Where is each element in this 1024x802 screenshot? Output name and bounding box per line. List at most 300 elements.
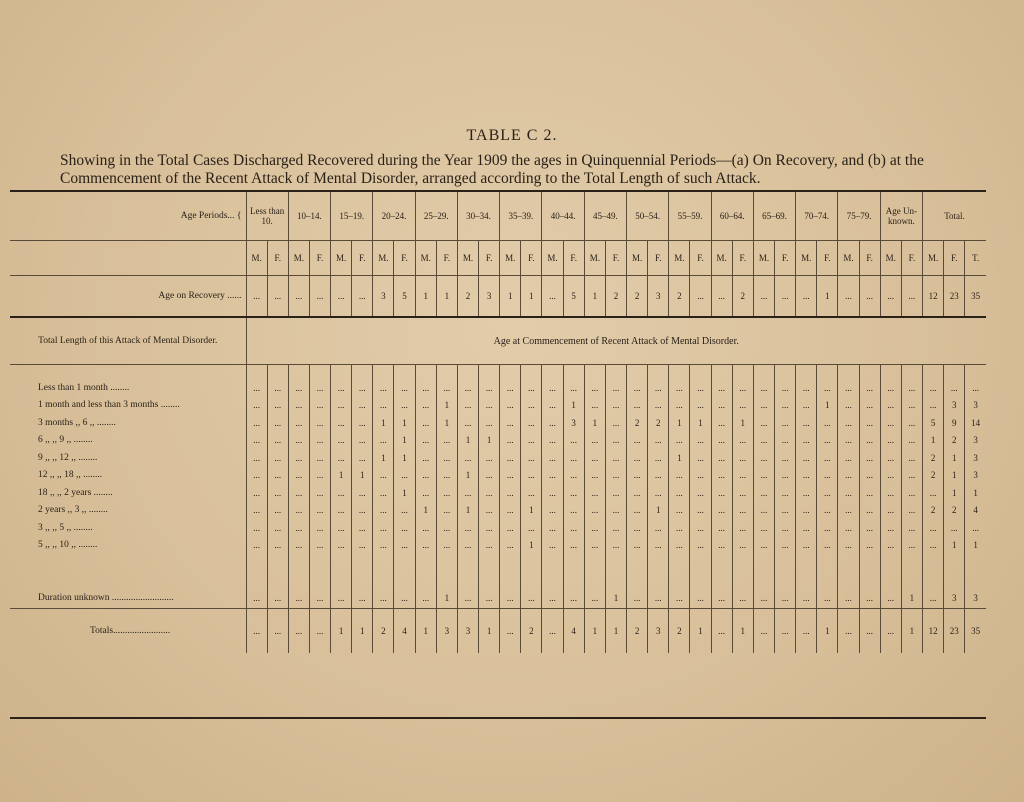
data-cell: ... — [753, 484, 774, 502]
spacer-cell — [605, 365, 626, 380]
recovery-cell: 23 — [944, 276, 965, 318]
period-header: 35–39. — [500, 192, 542, 241]
data-cell: ... — [775, 588, 796, 609]
data-cell: ... — [880, 502, 901, 520]
spacer-cell — [415, 365, 436, 380]
data-cell: ... — [923, 397, 944, 415]
data-cell: ... — [796, 397, 817, 415]
data-cell: ... — [415, 588, 436, 609]
data-cell: ... — [288, 397, 309, 415]
data-cell: ... — [817, 588, 838, 609]
data-cell: ... — [309, 467, 330, 485]
spacer-cell — [944, 365, 965, 380]
totals-cell: ... — [711, 609, 732, 654]
data-cell: ... — [901, 467, 922, 485]
spacer-cell — [246, 365, 267, 380]
data-cell: ... — [542, 519, 563, 537]
spacer-cell — [479, 554, 500, 588]
totals-cell: 2 — [373, 609, 394, 654]
data-cell: ... — [436, 502, 457, 520]
spacer-cell — [584, 554, 605, 588]
data-cell: ... — [880, 588, 901, 609]
data-cell: ... — [711, 519, 732, 537]
data-cell: ... — [352, 484, 373, 502]
table-row — [10, 484, 986, 502]
data-cell: 1 — [965, 537, 986, 555]
spacer-cell — [859, 554, 880, 588]
data-cell: ... — [605, 414, 626, 432]
data-cell: ... — [584, 379, 605, 397]
data-cell: ... — [627, 519, 648, 537]
data-cell: 1 — [605, 588, 626, 609]
data-cell: ... — [563, 379, 584, 397]
data-cell: ... — [500, 519, 521, 537]
recovery-cell: 3 — [648, 276, 669, 318]
totals-cell: 1 — [690, 609, 711, 654]
data-cell: 3 — [965, 588, 986, 609]
data-cell: ... — [584, 537, 605, 555]
data-cell: ... — [838, 484, 859, 502]
data-cell: ... — [267, 449, 288, 467]
recovery-cell: ... — [352, 276, 373, 318]
data-cell: ... — [648, 484, 669, 502]
male-header: M. — [457, 241, 478, 276]
data-cell: ... — [373, 537, 394, 555]
male-header: M. — [373, 241, 394, 276]
spacer-cell — [394, 365, 415, 380]
totals-cell: ... — [500, 609, 521, 654]
data-cell: ... — [775, 537, 796, 555]
female-header: F. — [479, 241, 500, 276]
data-cell: 2 — [627, 414, 648, 432]
recovery-cell: 2 — [605, 276, 626, 318]
data-cell: 1 — [817, 397, 838, 415]
length-row-label: 3 months ,, 6 ,, ........ — [38, 417, 116, 428]
data-cell: ... — [309, 537, 330, 555]
data-cell: ... — [817, 484, 838, 502]
data-cell: ... — [415, 414, 436, 432]
data-cell: ... — [309, 502, 330, 520]
data-cell: ... — [690, 588, 711, 609]
female-header: F. — [690, 241, 711, 276]
totals-cell: ... — [753, 609, 774, 654]
data-cell: ... — [331, 432, 352, 450]
spacer-cell — [817, 554, 838, 588]
data-cell: 1 — [521, 502, 542, 520]
spacer-cell — [415, 554, 436, 588]
length-row-label: 18 ,, ,, 2 years ........ — [38, 487, 113, 498]
data-cell: ... — [521, 432, 542, 450]
data-cell: ... — [901, 449, 922, 467]
data-cell: ... — [352, 449, 373, 467]
data-cell: ... — [246, 537, 267, 555]
data-cell: ... — [373, 432, 394, 450]
data-cell: ... — [796, 449, 817, 467]
data-cell: ... — [542, 397, 563, 415]
data-cell: ... — [415, 484, 436, 502]
recovery-cell: 2 — [457, 276, 478, 318]
data-cell: ... — [521, 588, 542, 609]
data-cell: ... — [859, 588, 880, 609]
spacer-cell — [880, 365, 901, 380]
totals-cell: 3 — [436, 609, 457, 654]
totals-cell: ... — [859, 609, 880, 654]
data-cell: ... — [605, 467, 626, 485]
data-cell: 3 — [944, 588, 965, 609]
data-cell: ... — [352, 414, 373, 432]
data-cell: 1 — [901, 588, 922, 609]
spacer-cell — [775, 554, 796, 588]
spacer-cell — [267, 554, 288, 588]
age-on-recovery-label: Age on Recovery ...... — [158, 291, 242, 301]
data-cell: ... — [711, 502, 732, 520]
data-cell: ... — [775, 519, 796, 537]
data-cell: ... — [394, 588, 415, 609]
data-cell: ... — [648, 432, 669, 450]
data-cell: ... — [457, 537, 478, 555]
female-header: F. — [817, 241, 838, 276]
data-cell: ... — [753, 397, 774, 415]
data-cell: ... — [500, 537, 521, 555]
data-cell: ... — [923, 588, 944, 609]
data-cell: ... — [690, 379, 711, 397]
data-cell: ... — [923, 537, 944, 555]
female-header: F. — [563, 241, 584, 276]
spacer-cell — [10, 365, 246, 380]
data-cell: ... — [838, 449, 859, 467]
totals-cell: ... — [288, 609, 309, 654]
period-header: Less than 10. — [246, 192, 288, 241]
data-cell: ... — [690, 537, 711, 555]
data-cell: ... — [309, 432, 330, 450]
totals-cell: ... — [309, 609, 330, 654]
male-header: M. — [923, 241, 944, 276]
spacer-cell — [605, 554, 626, 588]
spacer-cell — [331, 365, 352, 380]
male-header: M. — [500, 241, 521, 276]
spacer-cell — [817, 365, 838, 380]
data-cell: ... — [923, 519, 944, 537]
recovery-cell: ... — [267, 276, 288, 318]
data-cell: ... — [796, 519, 817, 537]
period-header: 40–44. — [542, 192, 584, 241]
data-cell: 1 — [648, 502, 669, 520]
data-cell: 1 — [944, 484, 965, 502]
totals-cell: 2 — [627, 609, 648, 654]
data-cell: ... — [732, 519, 753, 537]
spacer-cell — [394, 554, 415, 588]
data-cell: ... — [563, 519, 584, 537]
data-cell: 2 — [944, 502, 965, 520]
spacer-cell — [648, 365, 669, 380]
data-cell: 1 — [331, 467, 352, 485]
female-header: F. — [859, 241, 880, 276]
data-cell: ... — [732, 467, 753, 485]
data-cell: ... — [796, 414, 817, 432]
data-cell: ... — [753, 414, 774, 432]
period-header: 75–79. — [838, 192, 880, 241]
data-cell: 3 — [965, 432, 986, 450]
recovery-cell: 5 — [563, 276, 584, 318]
female-header: F. — [267, 241, 288, 276]
data-cell: ... — [817, 502, 838, 520]
totals-cell: 23 — [944, 609, 965, 654]
recovery-cell: 2 — [627, 276, 648, 318]
data-cell: ... — [775, 397, 796, 415]
data-cell: ... — [479, 397, 500, 415]
male-header: M. — [880, 241, 901, 276]
data-cell: ... — [732, 537, 753, 555]
totals-cell: 12 — [923, 609, 944, 654]
male-header: M. — [584, 241, 605, 276]
data-cell: ... — [859, 449, 880, 467]
table-row — [10, 519, 986, 537]
data-cell: 1 — [415, 502, 436, 520]
data-cell: ... — [267, 379, 288, 397]
data-cell: ... — [817, 449, 838, 467]
data-cell: ... — [563, 449, 584, 467]
data-cell: ... — [796, 432, 817, 450]
table-row — [10, 379, 986, 397]
totals-cell: ... — [796, 609, 817, 654]
data-cell: ... — [711, 379, 732, 397]
recovery-cell: 1 — [584, 276, 605, 318]
data-cell: ... — [711, 414, 732, 432]
data-cell: ... — [690, 502, 711, 520]
data-cell: ... — [859, 484, 880, 502]
data-cell: ... — [352, 432, 373, 450]
data-cell: ... — [880, 432, 901, 450]
recovery-cell: 1 — [817, 276, 838, 318]
length-row-label: Less than 1 month ........ — [38, 382, 130, 393]
table-row — [10, 537, 986, 555]
data-cell: ... — [901, 519, 922, 537]
female-header: F. — [605, 241, 626, 276]
data-cell: ... — [901, 484, 922, 502]
data-cell: ... — [563, 537, 584, 555]
data-cell: ... — [775, 379, 796, 397]
period-header: 65–69. — [753, 192, 795, 241]
data-cell: ... — [267, 467, 288, 485]
female-header: F. — [901, 241, 922, 276]
data-cell: ... — [859, 537, 880, 555]
spacer-cell — [352, 554, 373, 588]
length-row-label: 2 years ,, 3 ,, ........ — [38, 505, 108, 516]
data-cell: ... — [732, 379, 753, 397]
data-cell: ... — [479, 519, 500, 537]
male-header: M. — [331, 241, 352, 276]
data-cell: ... — [775, 414, 796, 432]
recovery-cell: ... — [775, 276, 796, 318]
data-cell: ... — [246, 449, 267, 467]
data-cell: ... — [436, 484, 457, 502]
totals-cell: ... — [542, 609, 563, 654]
data-cell: ... — [331, 588, 352, 609]
spacer-cell — [309, 365, 330, 380]
data-cell: ... — [500, 379, 521, 397]
data-cell: ... — [648, 537, 669, 555]
period-header: Age Un-known. — [880, 192, 922, 241]
data-cell: ... — [627, 379, 648, 397]
female-header: F. — [309, 241, 330, 276]
female-header: F. — [775, 241, 796, 276]
data-cell: ... — [415, 537, 436, 555]
data-cell: ... — [267, 588, 288, 609]
table-frame — [10, 190, 986, 719]
data-cell: 1 — [457, 502, 478, 520]
data-cell: ... — [436, 519, 457, 537]
data-cell: ... — [352, 502, 373, 520]
recovery-cell: 1 — [500, 276, 521, 318]
spacer-cell — [288, 554, 309, 588]
data-cell: ... — [331, 449, 352, 467]
spacer-cell — [436, 365, 457, 380]
spacer-cell — [923, 554, 944, 588]
spacer-cell — [796, 365, 817, 380]
data-cell: 2 — [923, 449, 944, 467]
totals-cell: 1 — [605, 609, 626, 654]
totals-cell: 1 — [415, 609, 436, 654]
data-cell: ... — [796, 484, 817, 502]
data-cell: ... — [859, 414, 880, 432]
data-cell: ... — [627, 502, 648, 520]
data-cell: ... — [373, 467, 394, 485]
total-col-header: T. — [965, 241, 986, 276]
data-cell: 1 — [457, 467, 478, 485]
data-cell: ... — [246, 379, 267, 397]
data-cell: ... — [711, 432, 732, 450]
data-cell: ... — [711, 467, 732, 485]
data-cell: 1 — [373, 449, 394, 467]
data-cell: ... — [309, 449, 330, 467]
data-cell: ... — [584, 397, 605, 415]
data-cell: ... — [944, 379, 965, 397]
data-cell: ... — [352, 397, 373, 415]
data-cell: ... — [627, 397, 648, 415]
data-cell: ... — [584, 588, 605, 609]
data-cell: ... — [753, 537, 774, 555]
female-header: F. — [521, 241, 542, 276]
spacer-cell — [500, 365, 521, 380]
data-cell: ... — [732, 588, 753, 609]
data-cell: 1 — [394, 414, 415, 432]
data-cell: ... — [584, 484, 605, 502]
data-cell: ... — [775, 467, 796, 485]
spacer-cell — [246, 554, 267, 588]
data-cell: ... — [838, 467, 859, 485]
period-header: 70–74. — [796, 192, 838, 241]
data-cell: ... — [711, 449, 732, 467]
spacer-cell — [690, 365, 711, 380]
data-cell: ... — [457, 484, 478, 502]
age-periods-label: Age Periods... { — [180, 211, 242, 221]
data-cell: ... — [775, 432, 796, 450]
data-cell: 1 — [436, 588, 457, 609]
data-cell: ... — [436, 379, 457, 397]
data-cell: ... — [542, 467, 563, 485]
data-cell: ... — [479, 449, 500, 467]
data-cell: ... — [627, 537, 648, 555]
totals-cell: ... — [267, 609, 288, 654]
data-table — [10, 192, 986, 653]
table-row — [10, 502, 986, 520]
totals-cell: 1 — [901, 609, 922, 654]
spacer-cell — [521, 365, 542, 380]
spacer-cell — [732, 365, 753, 380]
data-cell: ... — [627, 467, 648, 485]
data-cell: ... — [331, 537, 352, 555]
spacer-cell — [288, 365, 309, 380]
blank-cell — [10, 241, 246, 276]
data-cell: ... — [584, 519, 605, 537]
male-header: M. — [711, 241, 732, 276]
data-cell: ... — [246, 414, 267, 432]
data-cell: ... — [415, 519, 436, 537]
data-cell: ... — [732, 484, 753, 502]
male-header: M. — [542, 241, 563, 276]
recovery-cell: ... — [880, 276, 901, 318]
data-cell: ... — [690, 484, 711, 502]
period-header: 60–64. — [711, 192, 753, 241]
spacer-cell — [753, 365, 774, 380]
spacer-cell — [436, 554, 457, 588]
data-cell: ... — [457, 519, 478, 537]
spacer-cell — [732, 554, 753, 588]
data-cell: ... — [521, 397, 542, 415]
data-cell: ... — [605, 379, 626, 397]
data-cell: 2 — [648, 414, 669, 432]
spacer-cell — [901, 554, 922, 588]
data-cell: ... — [669, 467, 690, 485]
data-cell: 1 — [584, 414, 605, 432]
data-cell: ... — [563, 432, 584, 450]
data-cell: ... — [669, 379, 690, 397]
female-header: F. — [394, 241, 415, 276]
recovery-cell: ... — [753, 276, 774, 318]
table-row — [10, 449, 986, 467]
table-subtitle: Showing in the Total Cases Discharged Recovered during the Year 1909 the ages in Quinquennial Periods—(a) On Recovery, and (b) at the Commencement of the Recent Attack of Mental Disorder, arranged according to the Total Length of such Attack. — [60, 152, 924, 187]
data-cell: ... — [732, 397, 753, 415]
spacer-cell — [267, 365, 288, 380]
data-cell: ... — [753, 467, 774, 485]
data-cell: 1 — [690, 414, 711, 432]
data-cell: ... — [521, 379, 542, 397]
data-cell: ... — [394, 537, 415, 555]
length-row-label: 3 ,, ,, 5 ,, ........ — [38, 522, 93, 533]
length-row-label: 9 ,, ,, 12 ,, ........ — [38, 452, 98, 463]
spacer-cell — [542, 554, 563, 588]
data-cell: ... — [394, 502, 415, 520]
data-cell: ... — [500, 397, 521, 415]
data-cell: ... — [817, 414, 838, 432]
spacer-cell — [331, 554, 352, 588]
data-cell: 2 — [923, 467, 944, 485]
male-header: M. — [796, 241, 817, 276]
recovery-cell: 2 — [669, 276, 690, 318]
data-cell: ... — [500, 502, 521, 520]
data-cell: ... — [753, 379, 774, 397]
data-cell: ... — [901, 414, 922, 432]
data-cell: ... — [880, 537, 901, 555]
female-header: F. — [352, 241, 373, 276]
data-cell: ... — [415, 379, 436, 397]
data-cell: ... — [246, 432, 267, 450]
data-cell: ... — [436, 449, 457, 467]
data-cell: ... — [669, 484, 690, 502]
data-cell: 1 — [563, 397, 584, 415]
data-cell: 5 — [923, 414, 944, 432]
data-cell: ... — [901, 537, 922, 555]
